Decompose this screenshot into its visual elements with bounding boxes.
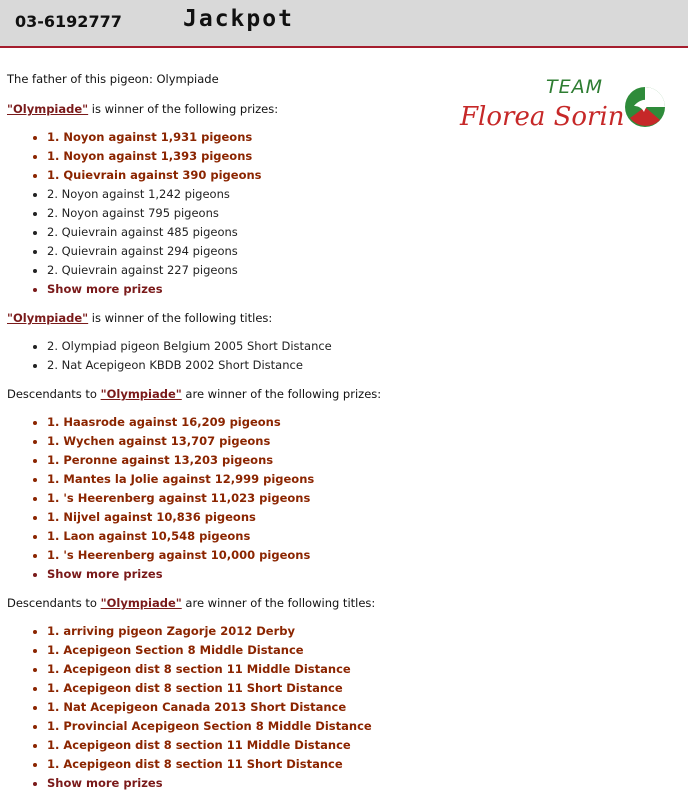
page-header <box>0 0 688 48</box>
list-item: • 1. Acepigeon Section 8 Middle Distance <box>47 641 447 660</box>
list-item: • 1. Provincial Acepigeon Section 8 Middle Distance <box>47 717 447 736</box>
heading-suffix: is winner of the following prizes: <box>88 102 279 116</box>
section-heading <box>7 311 447 325</box>
results-list <box>7 622 447 793</box>
list-item: • 1. Mantes la Jolie against 12,999 pigeons <box>47 470 447 489</box>
list-item: • 1. arriving pigeon Zagorje 2012 Derby <box>47 622 447 641</box>
logo-team-text: TEAM <box>546 76 604 98</box>
list-item: • 1. 's Heerenberg against 10,000 pigeons <box>47 546 447 565</box>
list-item: • 2. Noyon against 795 pigeons <box>47 204 447 223</box>
pigeon-name-link[interactable]: "Olympiade" <box>100 596 182 610</box>
results-list <box>7 128 447 299</box>
dove-logo-icon <box>622 84 668 130</box>
results-list <box>7 413 447 584</box>
pigeon-id: 03-6192777 <box>15 12 122 31</box>
list-item: • 1. Noyon against 1,393 pigeons <box>47 147 447 166</box>
list-item: • 1. Peronne against 13,203 pigeons <box>47 451 447 470</box>
heading-suffix: are winner of the following titles: <box>181 596 376 610</box>
heading-suffix: are winner of the following prizes: <box>181 387 382 401</box>
heading-prefix: Descendants to <box>7 387 101 401</box>
list-item: • 2. Noyon against 1,242 pigeons <box>47 185 447 204</box>
list-item: • 1. Wychen against 13,707 pigeons <box>47 432 447 451</box>
heading-prefix: Descendants to <box>7 596 101 610</box>
logo-name-text: Florea Sorin <box>460 102 625 132</box>
list-item: • 1. Nat Acepigeon Canada 2013 Short Distance <box>47 698 447 717</box>
list-item: • 1. Quievrain against 390 pigeons <box>47 166 447 185</box>
list-item: • 1. 's Heerenberg against 11,023 pigeons <box>47 489 447 508</box>
father-info: The father of this pigeon: Olympiade <box>7 72 219 86</box>
section-heading <box>7 102 447 116</box>
show-more-prizes-link[interactable]: • Show more prizes <box>47 565 447 584</box>
list-item: • 1. Noyon against 1,931 pigeons <box>47 128 447 147</box>
heading-suffix: is winner of the following titles: <box>88 311 273 325</box>
list-item: • 1. Acepigeon dist 8 section 11 Middle Distance <box>47 660 447 679</box>
pigeon-name-link[interactable]: "Olympiade" <box>7 102 89 116</box>
list-item: • 2. Quievrain against 294 pigeons <box>47 242 447 261</box>
section-heading <box>7 387 447 401</box>
team-logo <box>458 76 670 142</box>
show-more-prizes-link[interactable]: • Show more prizes <box>47 280 447 299</box>
list-item: • 2. Quievrain against 485 pigeons <box>47 223 447 242</box>
list-item: • 1. Acepigeon dist 8 section 11 Middle Distance <box>47 736 447 755</box>
pigeon-name-link[interactable]: "Olympiade" <box>100 387 182 401</box>
show-more-prizes-link[interactable]: • Show more prizes <box>47 774 447 793</box>
list-item: • 1. Nijvel against 10,836 pigeons <box>47 508 447 527</box>
results-list <box>7 337 447 375</box>
list-item: • 1. Acepigeon dist 8 section 11 Short Distance <box>47 755 447 774</box>
pigeon-details <box>7 72 447 805</box>
list-item: • 2. Olympiad pigeon Belgium 2005 Short Distance <box>47 337 447 356</box>
list-item: • 2. Quievrain against 227 pigeons <box>47 261 447 280</box>
pigeon-name: Jackpot <box>183 6 294 32</box>
list-item: • 1. Haasrode against 16,209 pigeons <box>47 413 447 432</box>
list-item: • 1. Acepigeon dist 8 section 11 Short Distance <box>47 679 447 698</box>
pigeon-name-link[interactable]: "Olympiade" <box>7 311 89 325</box>
section-heading <box>7 596 447 610</box>
list-item: • 2. Nat Acepigeon KBDB 2002 Short Distance <box>47 356 447 375</box>
list-item: • 1. Laon against 10,548 pigeons <box>47 527 447 546</box>
